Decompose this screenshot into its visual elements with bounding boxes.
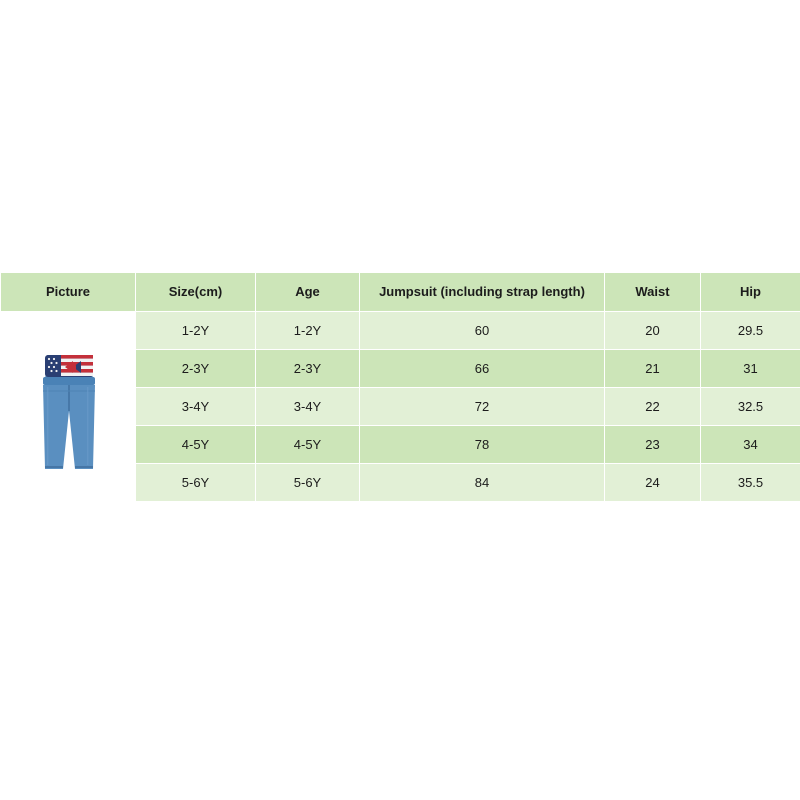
product-image [1,314,136,499]
cell-hip: 35.5 [701,464,800,502]
cell-size: 1-2Y [136,312,256,350]
column-header-waist: Waist [605,273,701,312]
cell-hip: 32.5 [701,388,800,426]
product-picture-cell [1,312,136,502]
column-header-size: Size(cm) [136,273,256,312]
table-header-row [1,273,800,312]
cell-jumpsuit: 72 [360,388,605,426]
cell-waist: 20 [605,312,701,350]
cell-size: 4-5Y [136,426,256,464]
cell-jumpsuit: 78 [360,426,605,464]
column-header-picture: Picture [1,273,136,312]
column-header-jumpsuit: Jumpsuit (including strap length) [360,273,605,312]
table-row [1,312,800,350]
cell-age: 1-2Y [256,312,360,350]
column-header-hip: Hip [701,273,800,312]
cell-hip: 31 [701,350,800,388]
size-chart-container [0,272,800,502]
cell-jumpsuit: 66 [360,350,605,388]
cell-waist: 22 [605,388,701,426]
cell-age: 4-5Y [256,426,360,464]
cell-age: 3-4Y [256,388,360,426]
cell-jumpsuit: 60 [360,312,605,350]
cell-waist: 24 [605,464,701,502]
table-header [1,273,800,312]
table-body [1,312,800,502]
cell-size: 3-4Y [136,388,256,426]
cell-hip: 34 [701,426,800,464]
cell-size: 5-6Y [136,464,256,502]
cell-size: 2-3Y [136,350,256,388]
cell-waist: 23 [605,426,701,464]
cell-age: 2-3Y [256,350,360,388]
column-header-age: Age [256,273,360,312]
denim-overalls-jumpsuit-photo [21,337,117,477]
size-chart-table [0,272,800,502]
cell-hip: 29.5 [701,312,800,350]
cell-jumpsuit: 84 [360,464,605,502]
cell-age: 5-6Y [256,464,360,502]
cell-waist: 21 [605,350,701,388]
